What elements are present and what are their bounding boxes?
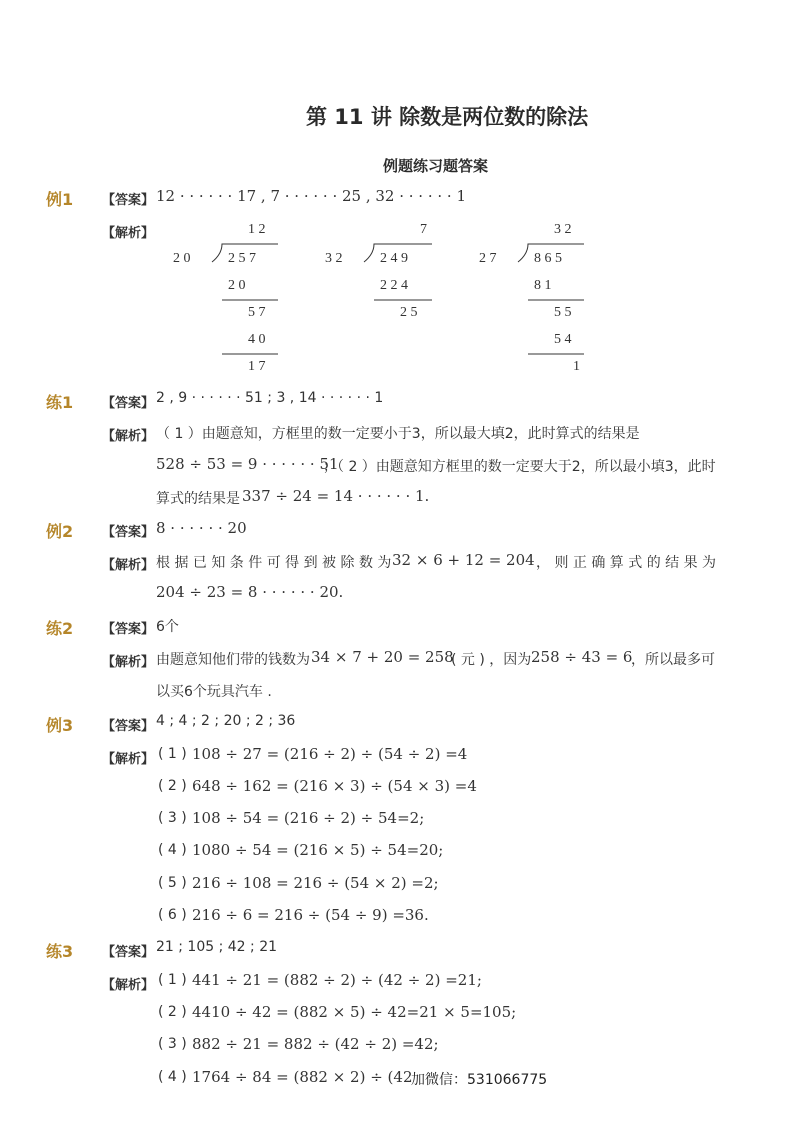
example-3-item-6-expr: 216 ÷ 6 = 216 ÷ (54 ÷ 9) =36. <box>192 906 429 924</box>
example-1-tag: 例1 <box>46 190 74 209</box>
example-3-item-2-expr: 648 ÷ 162 = (216 × 3) ÷ (54 × 3) =4 <box>192 777 477 795</box>
example-3-item-1-num: ( 1 ) <box>158 746 187 762</box>
division-3-remainder2: 1 <box>573 359 580 374</box>
practice-2-line1-c: ，所以最多可 <box>631 652 715 668</box>
page-subtitle: 例题练习题答案 <box>383 157 489 175</box>
practice-2-line1-math1: 34 × 7 + 20 = 258 <box>311 648 454 666</box>
practice-2-tag: 练2 <box>46 619 74 638</box>
practice-3-item-1-num: ( 1 ) <box>158 972 187 988</box>
practice-1-line2-math: 528 ÷ 53 = 9 · · · · · · 51 <box>156 455 339 473</box>
practice-2-line1-math2: 258 ÷ 43 = 6 <box>531 648 633 666</box>
practice-2-line1-b: ( 元 ) ，因为 <box>451 652 532 668</box>
example-3-answer-label: 【答案】 <box>102 719 155 734</box>
division-2-dividend: 2 4 9 <box>380 251 408 266</box>
example-2-line1-a: 根 据 已 知 条 件 可 得 到 被 除 数 为 <box>156 555 392 571</box>
practice-3-analysis-label: 【解析】 <box>102 978 155 993</box>
example-3-item-5-num: ( 5 ) <box>158 875 187 891</box>
example-1-answer: 12 · · · · · · 17 , 7 · · · · · · 25 , 32 · · · · · · 1 <box>156 187 466 205</box>
practice-2-line1-a: 由题意知他们带的钱数为 <box>156 652 310 668</box>
division-3-remainder1: 5 5 <box>554 305 572 320</box>
division-3-dividend: 8 6 5 <box>534 251 562 266</box>
example-3-item-6-num: ( 6 ) <box>158 907 187 923</box>
division-3-divisor: 2 7 <box>479 251 497 266</box>
practice-3-item-4-num: ( 4 ) <box>158 1069 187 1085</box>
practice-3-item-3-expr: 882 ÷ 21 = 882 ÷ (42 ÷ 2) =42; <box>192 1035 439 1053</box>
example-2-line2-math: 204 ÷ 23 = 8 · · · · · · 20. <box>156 583 344 601</box>
division-3-quotient: 3 2 <box>554 222 572 237</box>
example-1-analysis-label: 【解析】 <box>102 226 155 241</box>
practice-1-analysis-label: 【解析】 <box>102 429 155 444</box>
division-1-divisor: 2 0 <box>173 251 191 266</box>
example-2-analysis-label: 【解析】 <box>102 558 155 573</box>
practice-1-answer: 2 , 9 · · · · · · 51 ; 3 , 14 · · · · · · 1 <box>156 390 384 406</box>
practice-2-analysis-label: 【解析】 <box>102 655 155 670</box>
example-3-item-5-expr: 216 ÷ 108 = 216 ÷ (54 × 2) =2; <box>192 874 439 892</box>
division-1-step1: 2 0 <box>228 278 246 293</box>
practice-1-answer-label: 【答案】 <box>102 396 155 411</box>
example-1-answer-label: 【答案】 <box>102 193 155 208</box>
division-3-step2: 5 4 <box>554 332 572 347</box>
example-3-item-3-num: ( 3 ) <box>158 810 187 826</box>
example-3-tag: 例3 <box>46 716 74 735</box>
example-3-item-1-expr: 108 ÷ 27 = (216 ÷ 2) ÷ (54 ÷ 2) =4 <box>192 745 468 763</box>
practice-3-answer-label: 【答案】 <box>102 945 155 960</box>
example-2-answer-label: 【答案】 <box>102 525 155 540</box>
division-1-quotient: 1 2 <box>248 222 266 237</box>
practice-3-item-2-expr: 4410 ÷ 42 = (882 × 5) ÷ 42=21 × 5=105; <box>192 1003 517 1021</box>
division-3-step1: 8 1 <box>534 278 552 293</box>
practice-1-line3-math: 337 ÷ 24 = 14 · · · · · · 1. <box>242 487 430 505</box>
division-1-remainder2: 1 7 <box>248 359 266 374</box>
example-3-item-2-num: ( 2 ) <box>158 778 187 794</box>
practice-2-line2: 以买6个玩具汽车 . <box>156 684 272 700</box>
example-2-line1-b: ， 则 正 确 算 式 的 结 果 为 <box>536 555 717 571</box>
practice-1-line3-text: 算式的结果是 <box>156 491 240 507</box>
practice-3-tag: 练3 <box>46 942 74 961</box>
example-3-analysis-label: 【解析】 <box>102 752 155 767</box>
practice-3-item-4-expr: 1764 ÷ 84 = (882 × 2) ÷ (42 <box>192 1068 413 1086</box>
watermark: 加微信：531066775 <box>411 1072 548 1088</box>
practice-3-item-3-num: ( 3 ) <box>158 1036 187 1052</box>
practice-3-item-2-num: ( 2 ) <box>158 1004 187 1020</box>
long-division-lines <box>0 0 800 400</box>
practice-1-line1: （ 1 ）由题意知，方框里的数一定要小于3，所以最大填2，此时算式的结果是 <box>156 426 640 442</box>
division-2-remainder1: 2 5 <box>400 305 418 320</box>
division-2-quotient: 7 <box>420 222 427 237</box>
practice-3-item-1-expr: 441 ÷ 21 = (882 ÷ 2) ÷ (42 ÷ 2) =21; <box>192 971 482 989</box>
example-3-item-4-num: ( 4 ) <box>158 842 187 858</box>
practice-3-answer: 21 ; 105 ; 42 ; 21 <box>156 939 278 955</box>
example-2-line1-math: 32 × 6 + 12 = 204 <box>392 551 535 569</box>
division-2-step1: 2 2 4 <box>380 278 408 293</box>
division-1-dividend: 2 5 7 <box>228 251 256 266</box>
example-3-item-3-expr: 108 ÷ 54 = (216 ÷ 2) ÷ 54=2; <box>192 809 425 827</box>
example-2-tag: 例2 <box>46 522 74 541</box>
example-2-answer: 8 · · · · · · 20 <box>156 519 247 537</box>
division-1-remainder1: 5 7 <box>248 305 266 320</box>
example-3-item-4-expr: 1080 ÷ 54 = (216 × 5) ÷ 54=20; <box>192 841 444 859</box>
practice-2-answer: 6个 <box>156 619 179 635</box>
page-title: 第 11 讲 除数是两位数的除法 <box>306 105 589 129</box>
practice-1-tag: 练1 <box>46 393 74 412</box>
practice-2-answer-label: 【答案】 <box>102 622 155 637</box>
division-1-step2: 4 0 <box>248 332 266 347</box>
division-2-divisor: 3 2 <box>325 251 343 266</box>
example-3-answer: 4 ; 4 ; 2 ; 20 ; 2 ; 36 <box>156 713 296 729</box>
practice-1-line2-text: ；（ 2 ）由题意知方框里的数一定要大于2，所以最小填3，此时 <box>323 459 716 475</box>
